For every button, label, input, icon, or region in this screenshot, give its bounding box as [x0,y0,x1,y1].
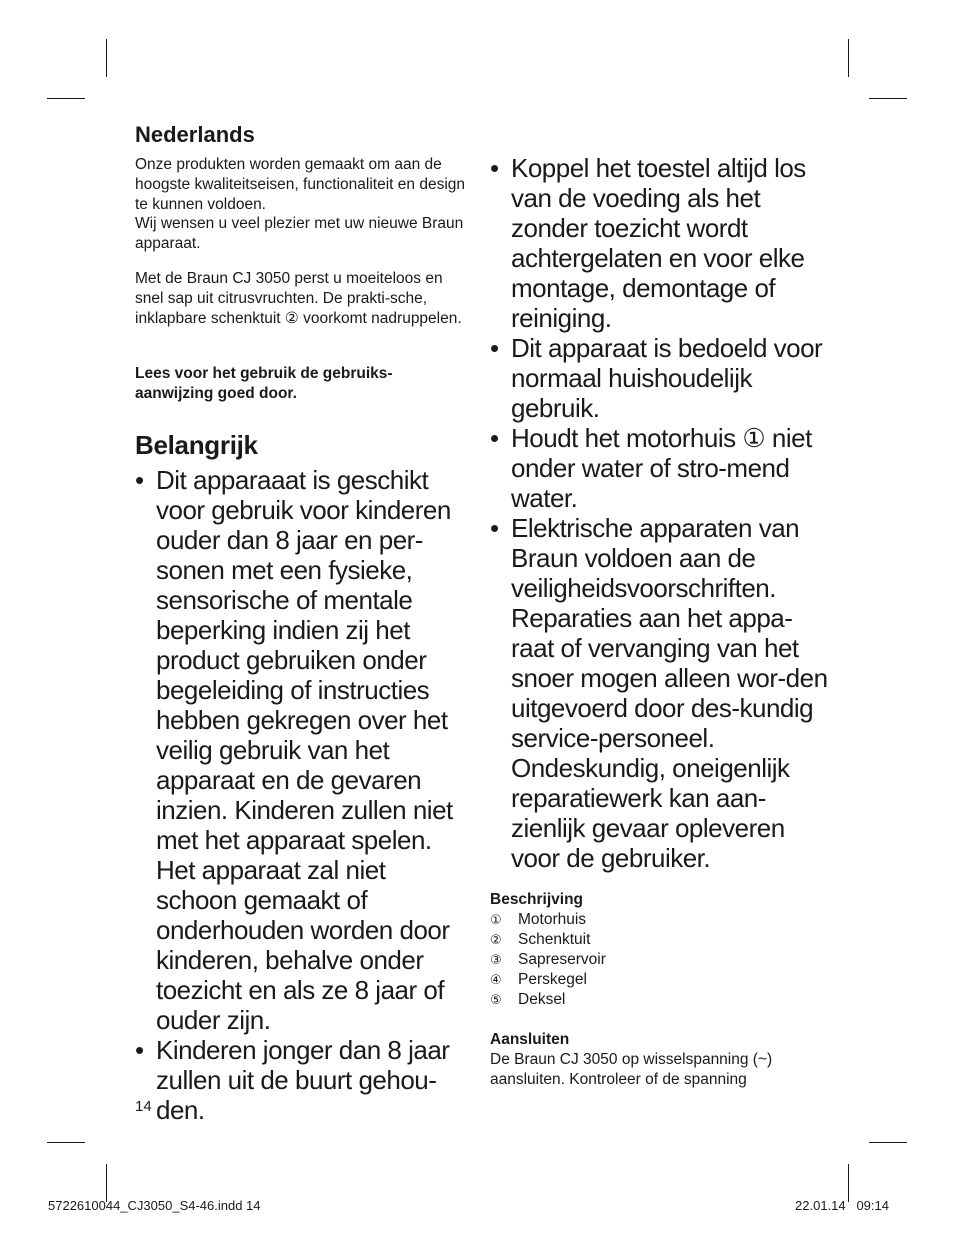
important-item [490,513,830,873]
footer-file-info: 5722610044_CJ3050_S4-46.indd 14 [48,1198,261,1213]
number-icon: ④ [490,972,502,987]
page-number: 14 [135,1098,152,1115]
description-item [490,910,606,930]
bullet-icon: • [490,423,499,453]
important-item [135,465,470,1035]
intro-text [135,155,470,254]
description-label: Schenktuit [518,931,591,948]
description-label: Deksel [518,991,566,1008]
important-item-text: Dit apparaat is bedoeld voor normaal huishoudelijk gebruik. [511,333,823,423]
description-item [490,930,606,950]
important-item [490,333,830,423]
product-text [135,269,470,328]
description-label: Motorhuis [518,911,587,928]
number-icon: ⑤ [490,992,502,1007]
intro-paragraph: Wij wensen u veel plezier met uw nieuwe Braun apparaat. [135,215,464,253]
description-list [490,910,606,1010]
number-icon: ② [490,932,502,947]
crop-mark [47,98,85,99]
connect-paragraph: De Braun CJ 3050 op wisselspanning (~) aansluiten. Kontroleer of de spanning [490,1051,773,1088]
connect-text [490,1050,830,1090]
description-heading: Beschrijving [490,891,584,908]
important-item [490,423,830,513]
bullet-icon: • [135,465,144,495]
bullet-icon: • [490,513,499,543]
important-item-text: Kinderen jonger dan 8 jaar zullen uit de buurt gehou-den. [156,1035,450,1125]
footer-date-time: 22.01.14 09:14 [795,1198,889,1213]
crop-mark [106,39,107,77]
description-item [490,990,606,1010]
important-item-text: Dit apparaaat is geschikt voor gebruik voor kinderen ouder dan 8 jaar en per-sonen met een fysieke, sensorische of mentale beperking indien zij het product gebruiken onder begeleiding of instructies hebben gekregen over het veilig gebruik van het apparaat en de gevaren inzien. Kinderen zullen niet met het apparaat spelen. Het apparaat zal niet schoon gemaakt of onderhouden worden door kinderen, behalve onder toezicht en als ze 8 jaar of ouder zijn. [156,465,453,1035]
description-label: Sapreservoir [518,951,606,968]
important-list-left [135,465,470,1125]
crop-mark [869,1142,907,1143]
important-item [135,1035,470,1125]
bullet-icon: • [490,333,499,363]
language-heading: Nederlands [135,122,255,147]
important-heading: Belangrijk [135,430,258,460]
description-label: Perskegel [518,971,587,988]
number-icon: ① [490,912,502,927]
crop-mark [47,1142,85,1143]
intro-paragraph: Onze produkten worden gemaakt om aan de hoogste kwaliteitseisen, functionaliteit en design te kunnen voldoen. [135,156,466,213]
bullet-icon: • [490,153,499,183]
important-item-text: Houdt het motorhuis ① niet onder water of stro-mend water. [511,423,812,513]
important-item-text: Koppel het toestel altijd los van de voeding als het zonder toezicht wordt achtergelaten en voor elke montage, demontage of reiniging. [511,153,806,333]
connect-heading: Aansluiten [490,1031,570,1048]
description-item [490,970,606,990]
number-icon: ③ [490,952,502,967]
product-paragraph: Met de Braun CJ 3050 perst u moeiteloos en snel sap uit citrusvruchten. De prakti-sche, inklapbare schenktuit ② voorkomt nadruppelen. [135,270,462,327]
description-item [490,950,606,970]
crop-mark [848,39,849,77]
crop-mark [869,98,907,99]
bullet-icon: • [135,1035,144,1065]
read-notice [135,364,470,404]
read-notice-text: Lees voor het gebruik de gebruiks-aanwijzing goed door. [135,365,393,402]
important-list-right [490,153,830,873]
important-item [490,153,830,333]
important-item-text: Elektrische apparaten van Braun voldoen aan de veiligheidsvoorschriften. Reparaties aan het appa-raat of vervanging van het snoer mogen alleen wor-den uitgevoerd door des-kundig service-personeel. Ondeskundig, oneigenlijk reparatiewerk kan aan-zienlijk gevaar opleveren voor de gebruiker. [511,513,828,873]
